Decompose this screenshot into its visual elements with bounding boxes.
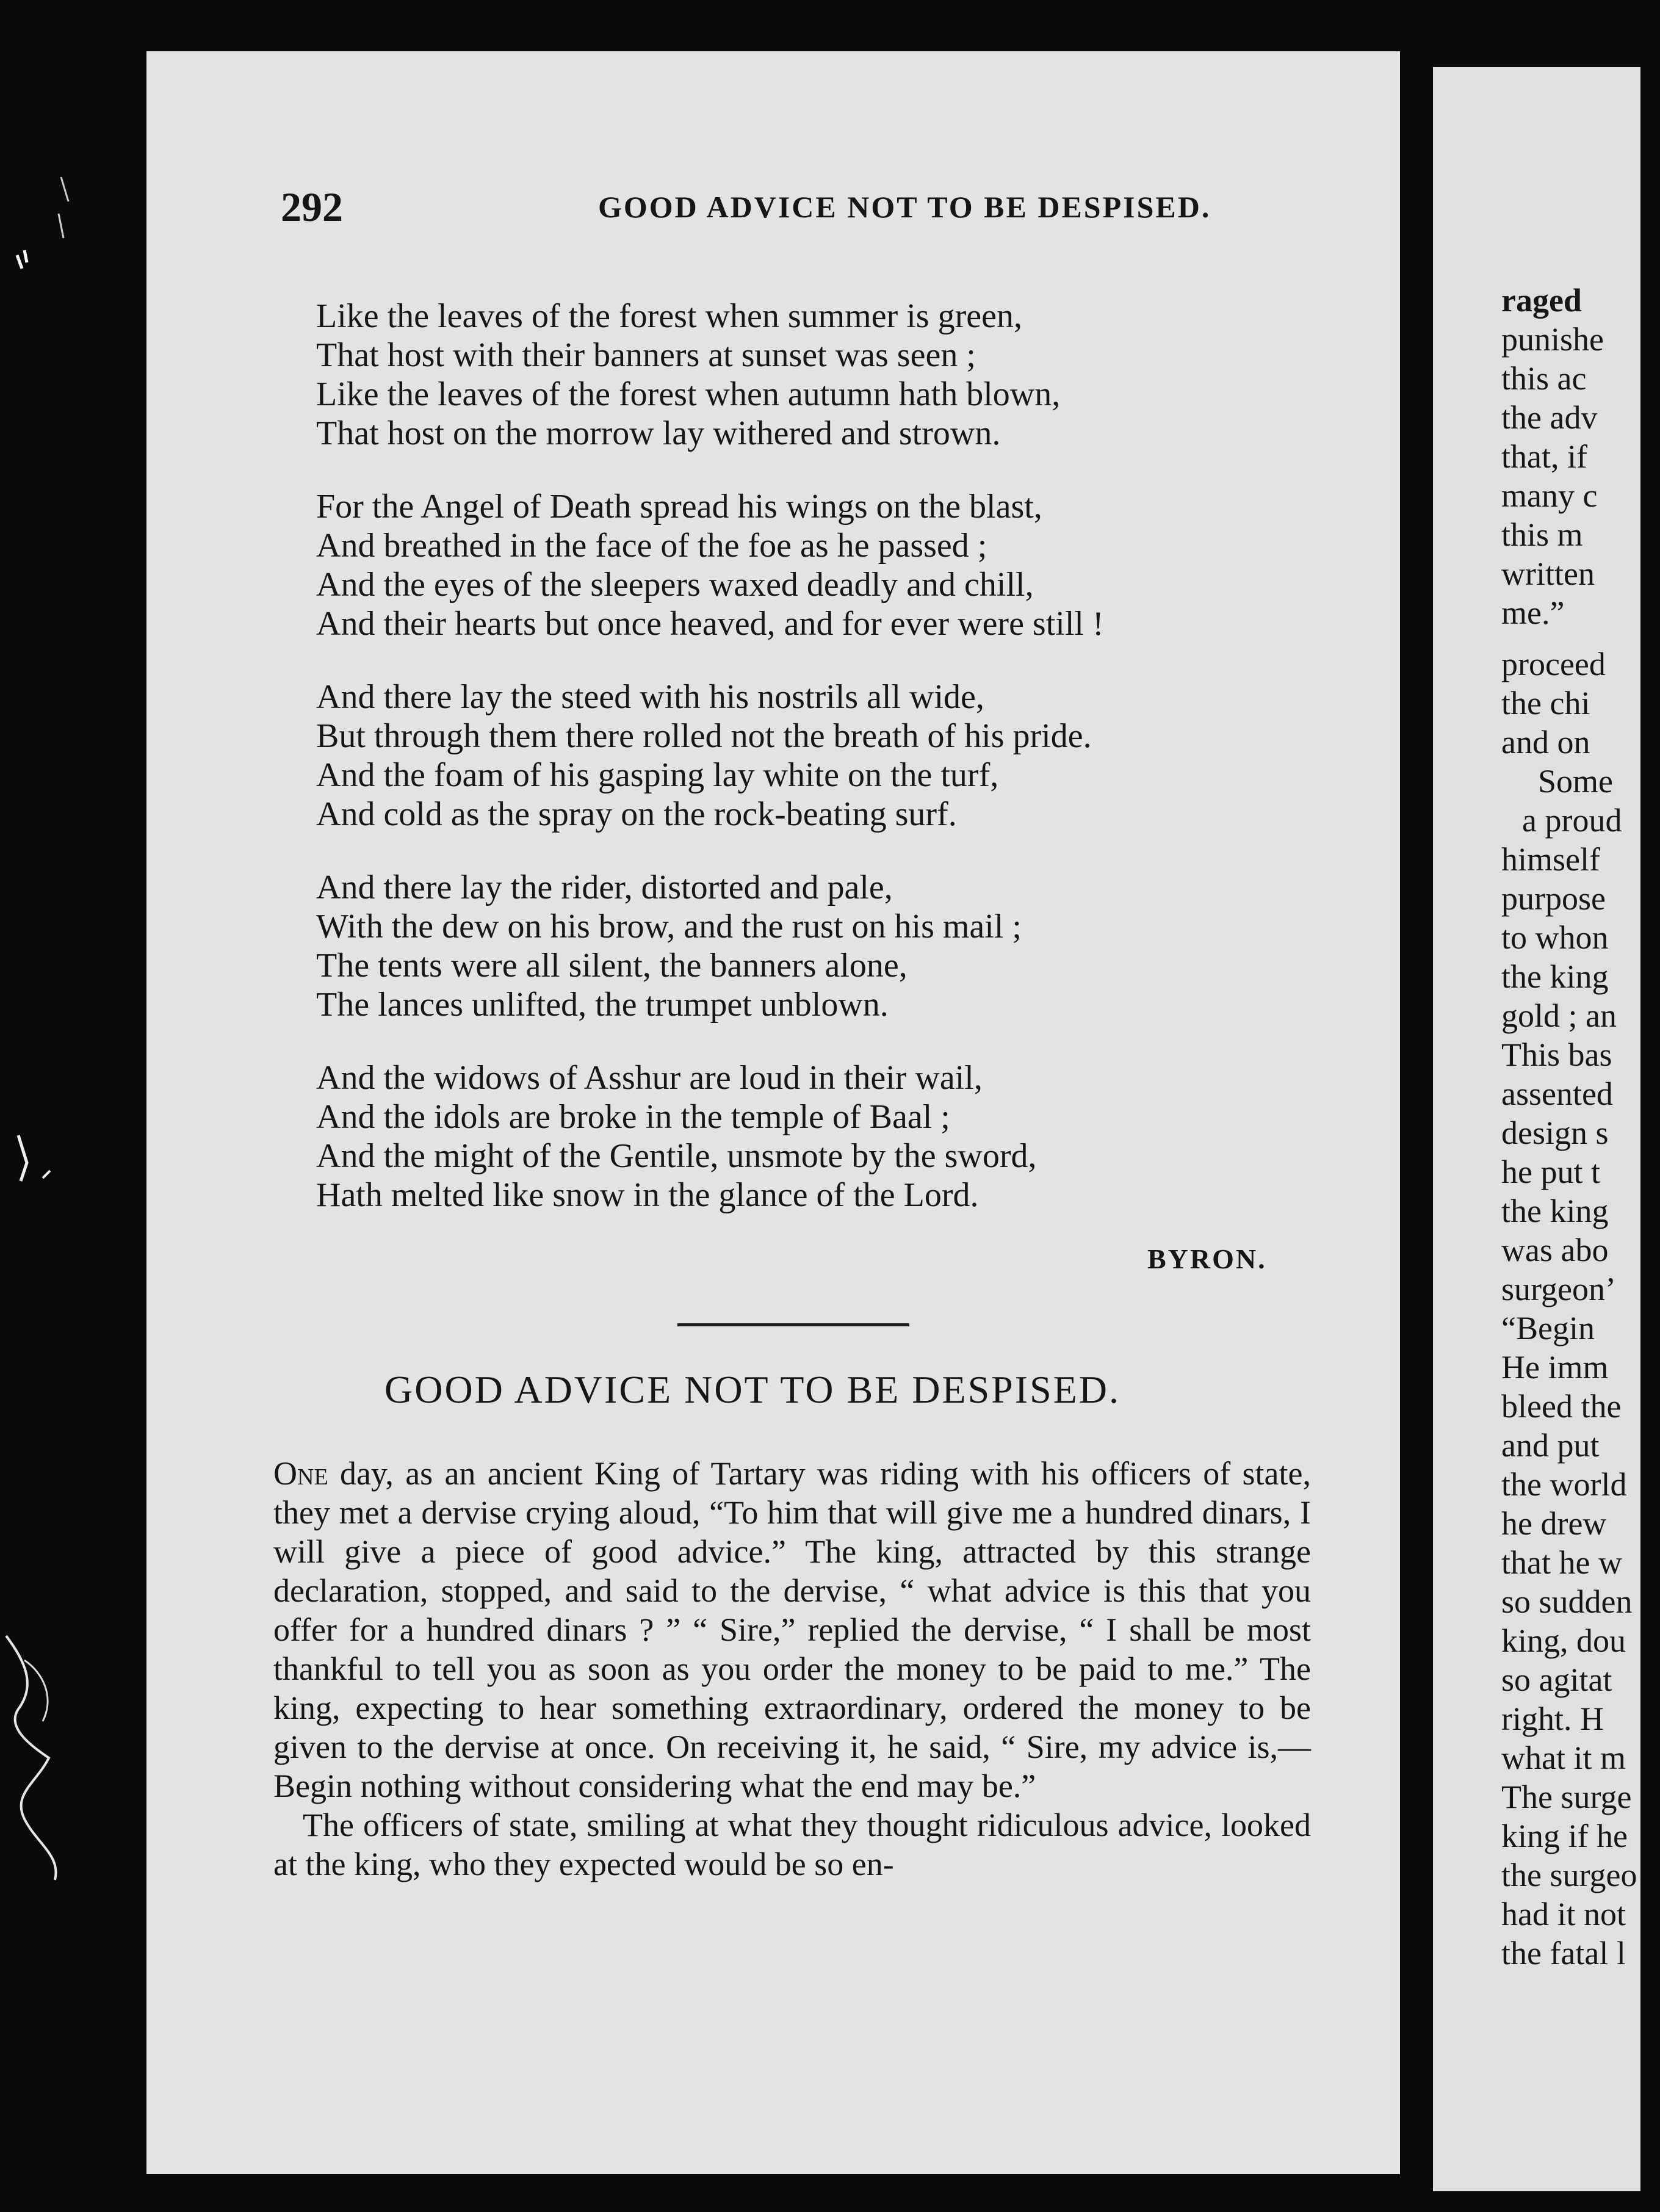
poem-line: That host with their banners at sunset was seen ;: [316, 336, 976, 374]
right-page-line: many c: [1501, 477, 1598, 514]
right-page-line: this ac: [1501, 360, 1587, 397]
right-page-line: had it not: [1501, 1896, 1626, 1932]
right-page-line: what it m: [1501, 1740, 1626, 1776]
poem-line: And the foam of his gasping lay white on the turf,: [316, 756, 999, 794]
right-page: [1433, 67, 1640, 2191]
poem-line: And the idols are broke in the temple of Baal ;: [316, 1098, 950, 1136]
right-page-line: so agitat: [1501, 1661, 1612, 1698]
section-divider: [677, 1323, 909, 1326]
right-page-line: me.”: [1501, 595, 1565, 631]
right-page-line: He imm: [1501, 1349, 1609, 1386]
right-page-line: the fatal l: [1501, 1935, 1626, 1972]
right-page-line: he drew: [1501, 1505, 1607, 1542]
right-page-line: the king: [1501, 958, 1609, 995]
right-page-line: the world: [1501, 1466, 1627, 1503]
poem-line: And there lay the steed with his nostrils all wide,: [316, 678, 984, 716]
right-page-line: design s: [1501, 1115, 1609, 1151]
right-page-line: the chi: [1501, 685, 1590, 721]
poem-line: For the Angel of Death spread his wings on the blast,: [316, 488, 1042, 526]
poem-stanza-5: [316, 1058, 1427, 1215]
right-page-line: the king: [1501, 1193, 1609, 1229]
poem-line: With the dew on his brow, and the rust on his mail ;: [316, 908, 1022, 945]
right-page-text: [1501, 281, 1660, 1973]
running-head: [281, 173, 1318, 240]
poem-line: And cold as the spray on the rock-beating surf.: [316, 795, 957, 833]
poem-line: The tents were all silent, the banners alone,: [316, 947, 908, 985]
poem-stanza-1: [316, 297, 1427, 453]
right-page-line: Some: [1538, 763, 1614, 800]
right-page-line: and put: [1501, 1427, 1600, 1464]
running-title: GOOD ADVICE NOT TO BE DESPISED.: [598, 190, 1211, 224]
poem-line: And their hearts but once heaved, and for ever were still !: [316, 605, 1104, 643]
poem-stanza-3: [316, 678, 1427, 834]
poem-line: Hath melted like snow in the glance of the Lord.: [316, 1176, 979, 1214]
right-page-line: the adv: [1501, 399, 1598, 436]
right-page-line: so sudden: [1501, 1583, 1633, 1620]
right-page-line: assented: [1501, 1075, 1613, 1112]
poem-line: And there lay the rider, distorted and pale,: [316, 869, 893, 906]
right-page-line: The surge: [1501, 1779, 1632, 1815]
right-page-line: himself: [1501, 841, 1600, 878]
poem-line: And the eyes of the sleepers waxed deadly and chill,: [316, 566, 1034, 604]
poem-stanza-4: [316, 868, 1427, 1024]
page-number: 292: [281, 184, 343, 230]
article-paragraph-1: [273, 1454, 1311, 1805]
right-page-line: “Begin: [1501, 1310, 1595, 1346]
right-page-line: purpose: [1501, 880, 1606, 917]
poem-line: That host on the morrow lay withered and strown.: [316, 414, 1001, 452]
poem-attribution: BYRON.: [1147, 1243, 1267, 1274]
poem-line: But through them there rolled not the breath of his pride.: [316, 717, 1092, 755]
paragraph-lead-word: One: [273, 1455, 328, 1492]
right-page-line: right. H: [1501, 1701, 1604, 1737]
article-title: GOOD ADVICE NOT TO BE DESPISED.: [384, 1368, 1120, 1411]
right-page-line: that he w: [1501, 1544, 1622, 1581]
right-page-line: written: [1501, 555, 1595, 592]
poem-line: Like the leaves of the forest when summer is green,: [316, 297, 1022, 335]
poem-line: And the widows of Asshur are loud in their wail,: [316, 1059, 983, 1097]
right-page-line: to whon: [1501, 919, 1609, 956]
right-page-line: punishe: [1501, 321, 1604, 358]
right-page-line: gold ; an: [1501, 997, 1617, 1034]
right-page-line: king, dou: [1501, 1622, 1626, 1659]
poem-line: And breathed in the face of the foe as he passed ;: [316, 527, 987, 565]
right-page-line: the surgeo: [1501, 1857, 1637, 1893]
left-page: [146, 51, 1400, 2174]
right-page-line: he put t: [1501, 1154, 1600, 1190]
poem-stanza-2: [316, 487, 1427, 643]
article-paragraph-2: The officers of state, smiling at what they thought ridiculous advice, looked at the king, who they expected would be so en-: [273, 1807, 1311, 1882]
right-page-line: proceed: [1501, 646, 1606, 682]
poem: [316, 297, 1427, 1249]
right-page-line: king if he: [1501, 1818, 1628, 1854]
paragraph-text: day, as an ancient King of Tartary was riding with his officers of state, they met a dervise crying aloud, “To him that will give me a hundred dinars, I will give a piece of good advice.” The king, attracted by this strange declaration, stopped, and said to the dervise, “ what advice is this that you offer for a hundred dinars ? ” “ Sire,” replied the dervise, “ I shall be most thankful to tell you as soon as you order the money to be paid to me.” The king, expecting to hear something extraordinary, ordered the money to be given to the dervise at once. On receiving it, he said, “ Sire, my advice is,— Begin nothing without considering what the end may be.”: [273, 1455, 1311, 1804]
right-page-line: and on: [1501, 724, 1590, 761]
right-page-line: that, if: [1501, 438, 1587, 475]
right-page-line: a proud: [1522, 802, 1622, 839]
poem-line: And the might of the Gentile, unsmote by the sword,: [316, 1137, 1037, 1175]
right-page-line: This bas: [1501, 1036, 1612, 1073]
right-page-line: bleed the: [1501, 1388, 1622, 1425]
poem-line: The lances unlifted, the trumpet unblown.: [316, 986, 889, 1024]
article-body: [273, 1454, 1311, 1884]
right-page-line: raged: [1501, 282, 1582, 319]
right-page-line: was abo: [1501, 1232, 1609, 1268]
right-page-line: this m: [1501, 516, 1583, 553]
poem-line: Like the leaves of the forest when autumn hath blown,: [316, 375, 1061, 413]
right-page-line: surgeon’: [1501, 1271, 1616, 1307]
